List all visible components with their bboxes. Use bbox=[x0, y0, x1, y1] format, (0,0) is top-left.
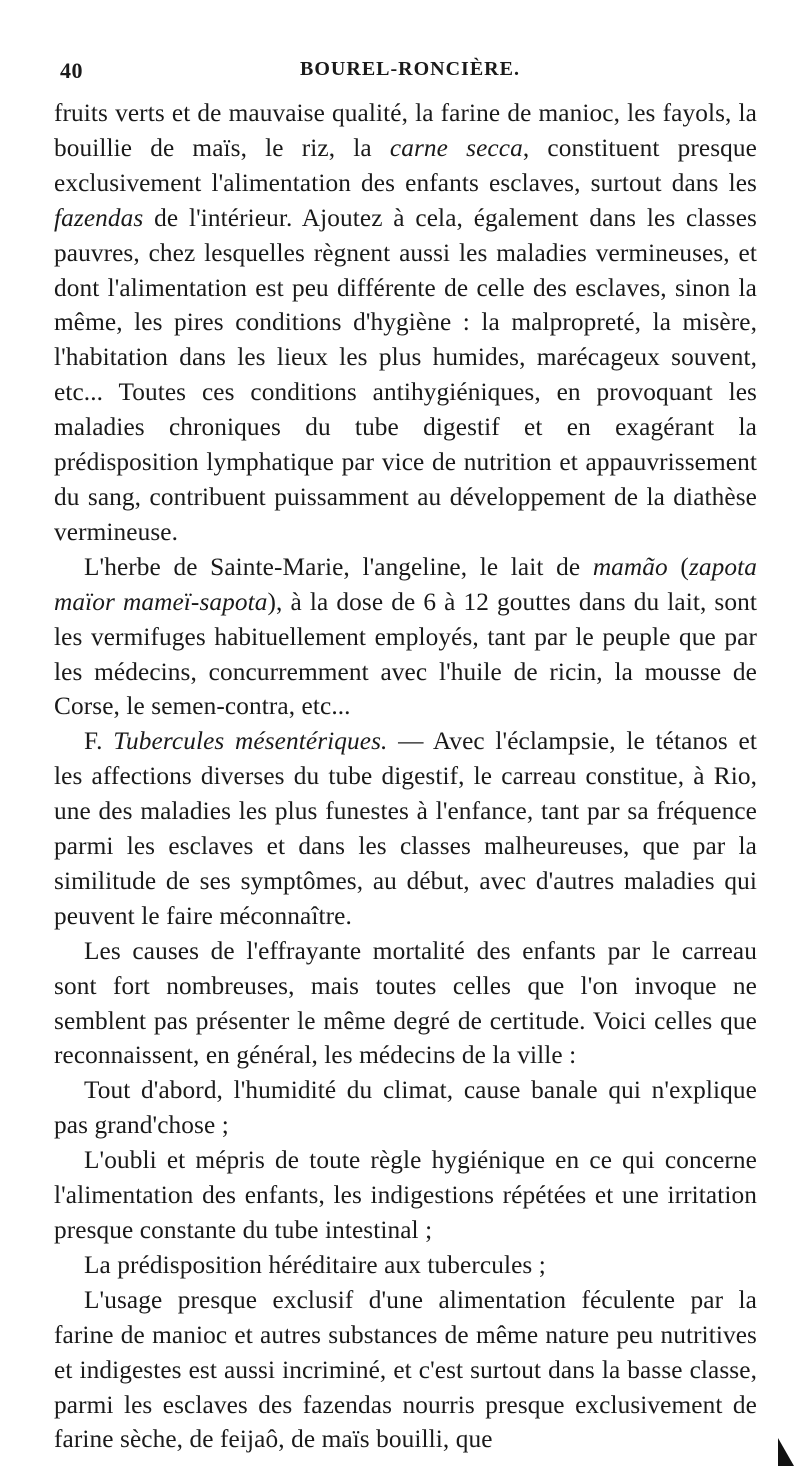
text-run: Tout d'abord, l'humidité du climat, cause banale qui n'explique pas grand'chose ; bbox=[54, 1076, 757, 1140]
text-run: ( bbox=[667, 552, 689, 581]
text-run: fruits verts et de mauvaise qualité, la farine de manioc, les fayols, la bouillie de maïs, le riz, la bbox=[54, 99, 757, 162]
italic-text: zapota maïor mameï-sapota bbox=[54, 552, 758, 616]
italic-text: Tubercules mésentériques. bbox=[113, 727, 388, 756]
page-header bbox=[60, 58, 760, 92]
paragraph bbox=[54, 934, 757, 1074]
italic-text: mamão bbox=[592, 552, 668, 581]
paragraph bbox=[54, 550, 757, 725]
text-run: , constituent presque exclusivement l'alimentation des enfants esclaves, surtout dans les bbox=[54, 133, 758, 197]
text-run: F. bbox=[84, 727, 114, 756]
corner-arrow-icon bbox=[776, 1436, 798, 1470]
paragraph bbox=[54, 1283, 757, 1458]
paragraph bbox=[54, 1248, 757, 1283]
text-run: L'usage presque exclusif d'une alimentation féculente par la farine de manioc et autres substances de même nature peu nutritives et indigestes est aussi incriminé, et c'est surtout dans la basse classe, parmi les esclaves des fazendas nourris presque exclusivement de farine sèche, de feijaô, de maïs bouilli, que bbox=[54, 1285, 757, 1454]
paragraph bbox=[54, 724, 757, 933]
text-run: Les causes de l'effrayante mortalité des enfants par le carreau sont fort nombreuses, mais toutes celles que l'on invoque ne semblent pas présenter le même degré de certitude. Voici celles que reconnaissent, en général, les médecins de la ville : bbox=[54, 936, 757, 1070]
italic-text: fazendas bbox=[54, 203, 144, 232]
paragraph bbox=[54, 1073, 757, 1143]
text-run: L'oubli et mépris de toute règle hygiénique en ce qui concerne l'alimentation des enfants, les indigestions répétées et une irritation presque constante du tube intestinal ; bbox=[54, 1146, 757, 1244]
text-run: L'herbe de Sainte-Marie, l'angeline, le lait de bbox=[84, 552, 593, 581]
paragraph bbox=[54, 1143, 757, 1248]
italic-text: carne secca bbox=[389, 133, 523, 162]
text-run: La prédisposition héréditaire aux tubercules ; bbox=[84, 1250, 546, 1279]
paragraph bbox=[54, 96, 757, 550]
running-head: BOUREL-RONCIÈRE. bbox=[300, 58, 520, 80]
text-run: — Avec l'éclampsie, le tétanos et les affections diverses du tube digestif, le carreau constitue, à Rio, une des maladies les plus funestes à l'enfance, tant par sa fréquence parmi les esclaves et dans les classes malheureuses, que par la similitude de ses symptômes, au début, avec d'autres maladies qui peuvent le faire méconnaître. bbox=[54, 727, 757, 930]
body-text bbox=[54, 96, 757, 1457]
page-number: 40 bbox=[60, 58, 83, 83]
text-run: de l'intérieur. Ajoutez à cela, également dans les classes pauvres, chez lesquelles règnent aussi les maladies vermineuses, et dont l'alimentation est peu différente de celle des esclaves, sinon la même, les pires conditions d'hygiène : la malpropreté, la misère, l'habitation dans les lieux les plus humides, marécageux souvent, etc... Toutes ces conditions antihygiéniques, en provoquant les maladies chroniques du tube digestif et en exagérant la prédisposition lymphatique par vice de nutrition et appauvrissement du sang, contribuent puissamment au développement de la diathèse vermineuse. bbox=[54, 203, 757, 546]
text-run: ), à la dose de 6 à 12 gouttes dans du lait, sont les vermifuges habituellement employés, tant par le peuple que par les médecins, concurremment avec l'huile de ricin, la mousse de Corse, le semen-contra, etc... bbox=[54, 587, 757, 721]
